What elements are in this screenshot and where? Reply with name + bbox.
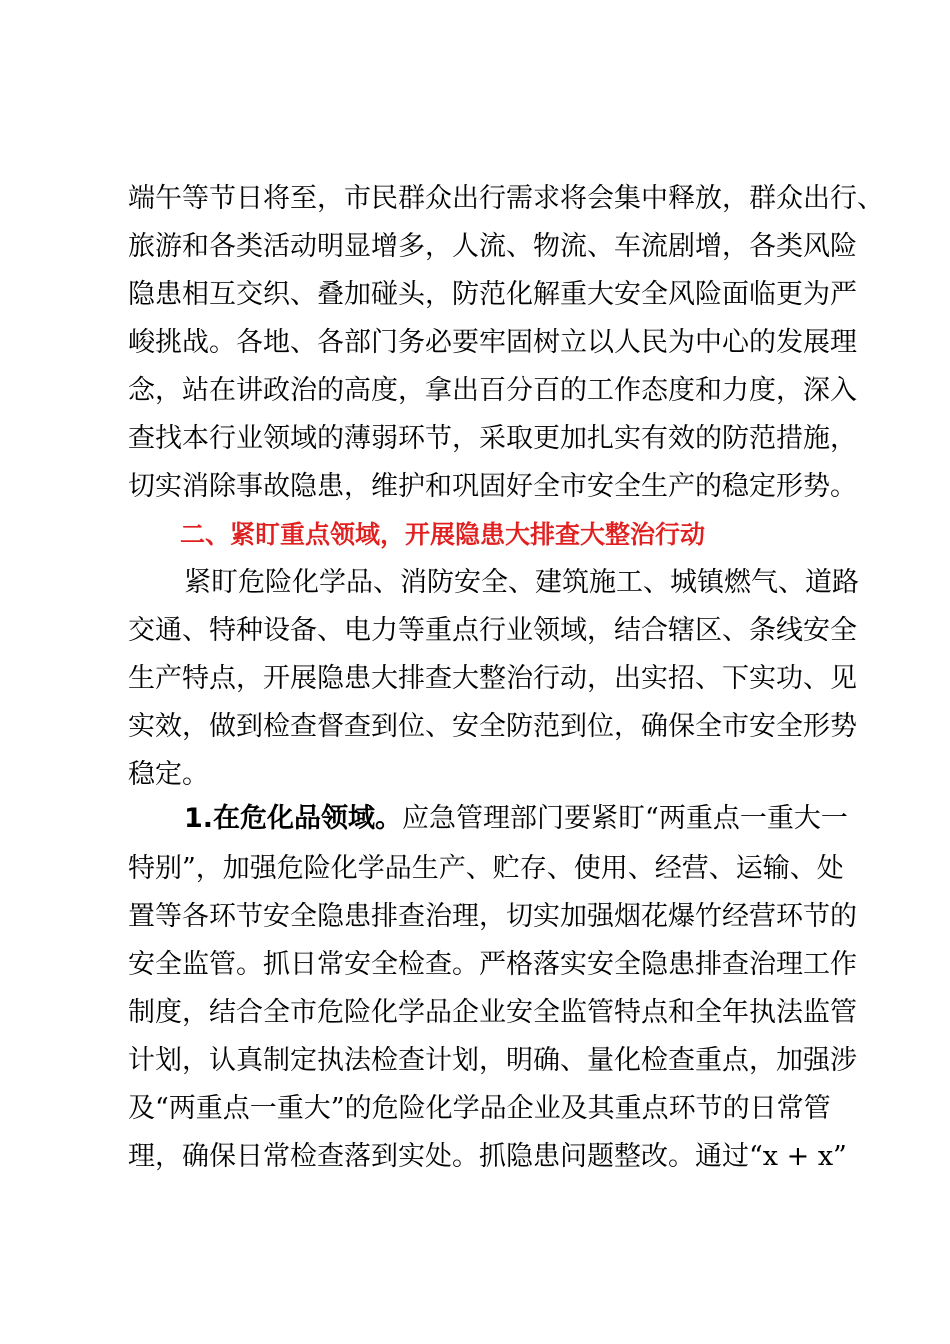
paragraph-line: 切实消除事故隐患，维护和巩固好全市安全生产的稳定形势。	[128, 471, 857, 502]
paragraph-line: 制度，结合全市危险化学品企业安全监管特点和全年执法监管	[128, 997, 857, 1028]
paragraph-line: 查找本行业领域的薄弱环节，采取更加扎实有效的防范措施，	[128, 423, 857, 454]
paragraph-line-text: 应急管理部门要紧盯“两重点一重大一	[402, 803, 848, 834]
paragraph-line: 实效，做到检查督查到位、安全防范到位，确保全市安全形势	[128, 711, 857, 742]
section-heading: 二、紧盯重点领域，开展隐患大排查大整治行动	[180, 520, 706, 549]
paragraph-line: 念，站在讲政治的高度，拿出百分百的工作态度和力度，深入	[128, 375, 857, 406]
paragraph-line: 计划，认真制定执法检查计划，明确、量化检查重点，加强涉	[128, 1045, 857, 1076]
paragraph-line: 端午等节日将至，市民群众出行需求将会集中释放，群众出行、	[128, 183, 884, 214]
paragraph-line: 隐患相互交织、叠加碰头，防范化解重大安全风险面临更为严	[128, 279, 857, 310]
paragraph-line: 紧盯危险化学品、消防安全、建筑施工、城镇燃气、道路	[184, 567, 859, 598]
paragraph-line: 稳定。	[128, 759, 209, 790]
paragraph-line	[184, 796, 848, 842]
paragraph-line: 峻挑战。各地、各部门务必要牢固树立以人民为中心的发展理	[128, 327, 857, 358]
paragraph-line: 置等各环节安全隐患排查治理，切实加强烟花爆竹经营环节的	[128, 901, 857, 932]
paragraph-line: 生产特点，开展隐患大排查大整治行动，出实招、下实功、见	[128, 663, 857, 694]
paragraph-line: 安全监管。抓日常安全检查。严格落实安全隐患排查治理工作	[128, 949, 857, 980]
paragraph-line: 交通、特种设备、电力等重点行业领域，结合辖区、条线安全	[128, 615, 857, 646]
paragraph-line: 特别”，加强危险化学品生产、贮存、使用、经营、运输、处	[128, 853, 844, 884]
paragraph-line: 旅游和各类活动明显增多，人流、物流、车流剧增，各类风险	[128, 231, 857, 262]
paragraph-line: 理，确保日常检查落到实处。抓隐患问题整改。通过“x + x”	[128, 1141, 847, 1172]
item-lead-title: 1.在危化品领域。	[184, 803, 403, 834]
paragraph-line: 及“两重点一重大”的危险化学品企业及其重点环节的日常管	[128, 1093, 831, 1124]
